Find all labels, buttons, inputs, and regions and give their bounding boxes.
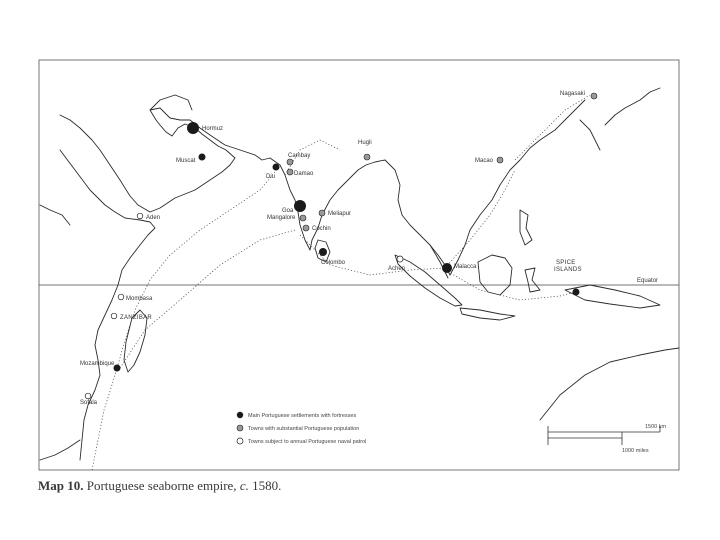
marker-aden [137,213,143,219]
legend-patrol-label: Towns subject to annual Portuguese naval patrol [248,439,367,445]
label-achen: Achen [388,266,406,272]
marker-achen [397,256,403,262]
equator-label: Equator [637,278,659,284]
label-cochin: Cochin [312,226,331,232]
label-macao: Macao [475,158,494,164]
marker-hormuz [187,122,199,134]
label-sofala: Sofala [80,400,98,406]
label-nagasaki: Nagasaki [560,91,586,97]
label-muscat: Muscat [176,158,196,164]
caption-circa: c. [239,478,249,493]
label-spice-line2: ISLANDS [554,267,582,273]
marker-cochin [303,225,309,231]
label-hormuz: Hormuz [202,126,224,132]
label-colombo: Colombo [321,260,346,266]
caption-number: Map 10. [38,478,84,493]
marker-damao [287,169,293,175]
caption-year: 1580. [252,478,282,493]
marker-sofala [85,393,91,399]
marker-colombo [319,248,327,256]
label-hugli: Hugli [358,140,372,146]
label-mozambique: Mozambique [80,361,115,367]
marker-cambay [287,159,293,165]
caption-title: Portuguese seaborne empire, [86,478,237,493]
legend-towns-label: Towns with substantial Portuguese population [248,426,360,432]
label-cambay: Cambay [288,153,311,159]
marker-spice-islands [573,289,580,296]
legend-patrol-marker [237,438,243,444]
map-caption [38,478,281,494]
label-zanzibar: ZANZIBAR [120,315,153,321]
label-spice-line1: SPICE [556,260,576,266]
marker-muscat [199,154,206,161]
marker-nagasaki [591,93,597,99]
label-mangalore: Mangalore [267,215,296,221]
map-frame [39,60,679,470]
marker-mangalore [300,215,306,221]
marker-hugli [364,154,370,160]
marker-mombasa [118,294,124,300]
scale-miles-label: 1000 miles [622,448,649,454]
label-goa: Goa [282,208,294,214]
label-malacca: Malacca [454,264,477,270]
label-mombasa: Mombasa [126,296,153,302]
legend-towns-marker [237,425,243,431]
label-diu: Diu [266,174,276,180]
label-meliapur: Meliapur [328,211,352,217]
label-damao: Damao [294,171,314,177]
marker-macao [497,157,503,163]
marker-goa [294,200,306,212]
legend-main-marker [237,412,243,418]
marker-malacca [442,263,452,273]
marker-zanzibar [111,313,117,319]
legend [237,412,367,445]
marker-mozambique [114,365,121,372]
marker-diu [273,164,280,171]
scale-km-label: 1500 km [645,424,667,430]
label-aden: Aden [146,215,161,221]
marker-meliapur [319,210,325,216]
legend-main-label: Main Portuguese settlements with fortresses [248,413,357,419]
